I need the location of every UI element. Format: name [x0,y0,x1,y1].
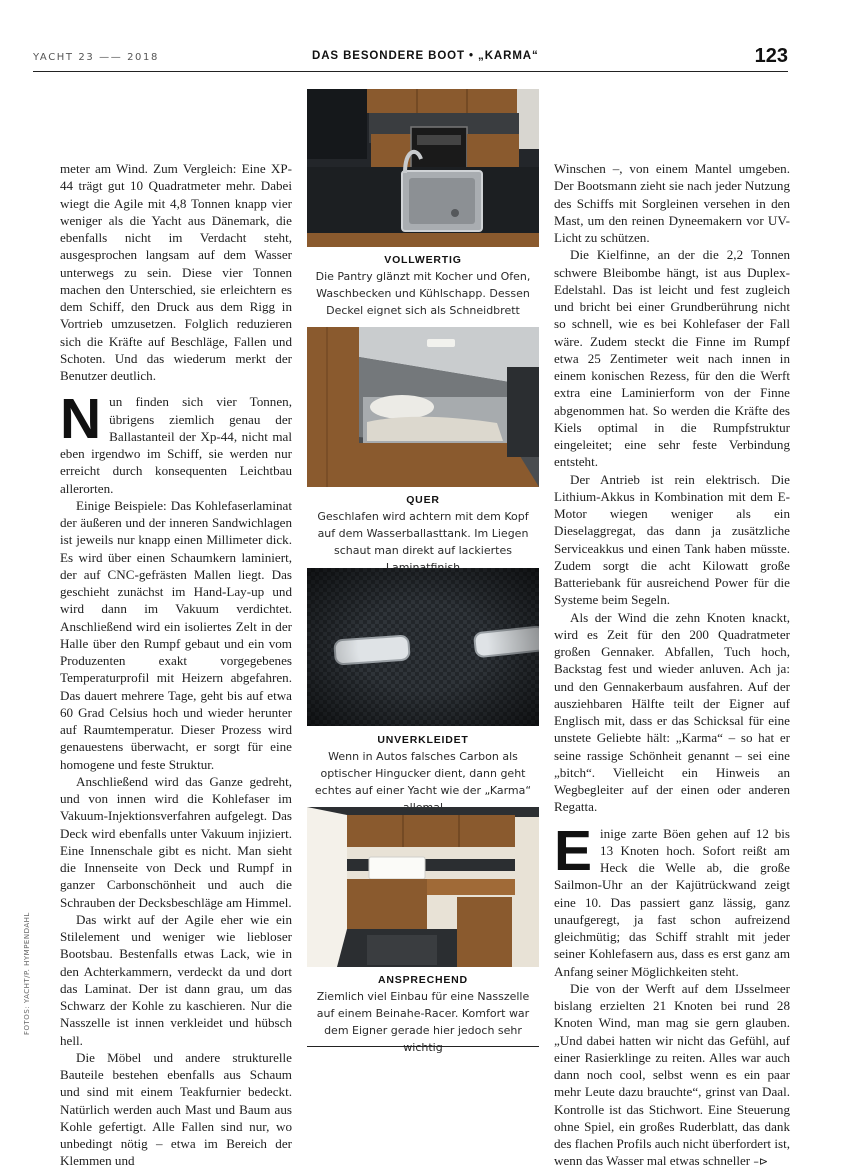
page-number: 123 [754,45,788,67]
paragraph: Das wirkt auf der Agile eher wie ein Stilelement und weniger wie liebloser Bootsbau. Bestenfalls etwas Lack, wie in den Achterkammern, verdeckt da und dort das Laminat. Der ist dann grau, um das Schwarz der Kohle zu kaschieren. Nur die Nasszelle ist innen verkleidet und hübsch hell. [60,911,292,1048]
section-title: DAS BESONDERE BOOT • „KARMA“ [312,50,539,62]
photo-bunk-title: QUER [406,494,440,506]
photo-carbon-title: UNVERKLEIDET [377,734,469,746]
photo-credit: FOTOS: YACHT/P. HYMPENDAHL [23,912,31,1035]
header-rule [33,71,788,72]
drop-cap: N [60,387,102,452]
article-column-right [554,160,790,1171]
paragraph [554,980,790,1171]
paragraph-text: Die von der Werft auf dem IJsselmeer bislang erzielten 21 Knoten bei rund 28 Knoten Wind, man mag sie gern glauben. „Und dabei hatten wir nicht das Gefühl, auf einer Rasierklinge zu reiten. Alles war auch dann noch cool, selbst wenn es ein paar mehr Leute dazu brauchte“, grinst van Daal. Kontrolle ist das Stichwort. Eine Steuerung ohne Spiel, ein großes Ruderblatt, das dank des flachen Profils auch nicht überfordert ist, wenn das Wasser mal etwas schneller [554,980,790,1169]
photo-bunk [307,327,539,487]
paragraph: Winschen –, von einem Mantel umgeben. Der Bootsmann zieht sie nach jeder Nutzung des Schiffs mit Sorgleinen versehen in den Mast, um den reinen Dyneemakern vor UV-Licht zu schützen. [554,161,790,245]
photo-carbon-caption: Wenn in Autos falsches Carbon als optischer Hingucker dient, dann geht echtes auf einer Yacht wie der „Karma“ [314,750,532,797]
paragraph: meter am Wind. Zum Vergleich: Eine XP-44 trägt gut 10 Quadratmeter mehr. Dabei wiegt die Agile mit 4,8 Tonnen knapp vier weniger als die Yacht aus Dänemark, die ebenfalls nicht im Verdacht steht, ausgesprochen langsam auf dem Wasser unterwegs zu sein. Diese vier Tonnen machen den Unterschied, sie erleichtern es dem Schiff, den Druck aus dem Rigg in Vortrieb umzusetzen. Folglich reduzieren sich die Kräfte auf Beschläge, Fallen und Schoten. Und das wiederum merkt der Benutzer deutlich. [60,161,292,383]
article-column-left [60,160,292,1170]
paragraph: Die Möbel und andere strukturelle Bauteile bestehen ebenfalls aus Schaum und sind mit einem Teakfurnier bedeckt. Natürlich werden auch Mast und Baum aus Kohle gefertigt. Alle Fallen sind nur, wo unbedingt nötig – etwa im Bereich der Klemmen und [60,1049,292,1169]
photo-pantry-image [307,89,539,247]
photo-pantry-caption: Die Pantry glänzt mit Kocher und Ofen, Waschbecken und Kühlschapp. Dessen Deckel eignet sich als Schneidbrett [315,270,531,317]
paragraph: Als der Wind die zehn Knoten knackt, wird es Zeit für den 200 Quadratmeter großen Gennaker. Abfallen, Tuch hoch, Backstag fest und wieder anluven. Ach ja: und den Gennakerbaum ausfahren. Auf der ausziehbaren Hälfte teilt der Eigner auf Englisch mit, dass er das Schicksal für eine unstete Geliebte hält: „Karma“ – so hat er seine rassige Schönheit genannt – sei eine „bitch“. Vielleicht ein Hinweis an Wegbegleiter auf der einen oder anderen Regatta. [554,609,790,815]
photo-head [307,807,539,967]
paragraph: Der Antrieb ist rein elektrisch. Die Lithium-Akkus in Kombination mit dem E-Motor wiegen weniger als ein Dieselaggregat, das dann ja zusätzliche Serviceakkus und einen Tank haben müsste. Zudem sorgt die acht Kilowatt große Batteriebank für ausreichend Power für die Systeme beim Segeln. [554,471,790,608]
paragraph-text: un finden sich vier Tonnen, übrigens ziemlich genau der Ballastanteil der Xp-44, nicht mal eben irgendwo im Schiff, sie werden nur erreicht durch konsequenten Leichtbau allerorten. [60,394,292,496]
photo-pantry-title: VOLLWERTIG [384,254,462,266]
photo-head-caption: Ziemlich viel Einbau für eine Nasszelle auf einem Beinahe-Racer. Komfort war dem Eigner gerade hier jedoch sehr wichtig [316,990,530,1054]
magazine-issue: YACHT 23 —— 2018 [33,52,159,63]
paragraph: Anschließend wird das Ganze gedreht, und von innen wird die Kohlefaser im Vakuum-Injektionsverfahren aufgelegt. Das Deck wird ebenfalls unter Vakuum injiziert. Eine Innenschale gibt es nicht. Man sieht die Innenseite von Deck und Rumpf in ganzer Carbonschönheit und auch die Schrauben der Decksbeschläge am Himmel. [60,773,292,910]
drop-cap: E [554,818,593,883]
photo-carbon-image [307,568,539,726]
continue-arrow: –⊳ [753,1155,769,1169]
photo-pantry [307,89,539,247]
paragraph: Einige Beispiele: Das Kohlefaserlaminat der äußeren und der inneren Sandwichlagen ist jeweils nur knapp einen Millimeter dick. Es wird über einen Schaumkern laminiert, der auf CNC-gefrästen Mallen liegt. Das geschieht zunächst im Hand-Lay-up und wird dann im Vakuum verdichtet. Anschließend wird ein isoliertes Zelt in der Halle über den Rumpf gebaut und ein vom Produzenten exakt vorgegebenes Temperaturprofil mit Heizern abgefahren. Das dauert mehrere Tage, geht bis auf etwa 60 Grad Celsius hoch und wieder herunter auf Raumtemperatur. Dieser Prozess wird genauestens überwacht, er sorgt für eine homogene und feste Struktur. [60,497,292,772]
photo-head-title: ANSPRECHEND [378,974,468,986]
caption-rule [307,1046,539,1047]
paragraph: Die Kielfinne, an der die 2,2 Tonnen schwere Bleibombe hängt, ist aus Duplex-Edelstahl. Das ist leicht und fest zugleich und bricht bei einer Grundberührung nicht so schnell, wie es bei Kohlefaser der Fall wäre. Zudem steckt die Finne im Rumpf etwa 25 Zentimeter weit nach innen in einem konischen Rezess, für den die Werft extra eine Laminierform von der Finne abgenommen hat. So werden die Kräfte des Kiels optimal in die Rumpfstruktur eingeleitet; eine sehr feste Verbindung entsteht. [554,247,790,470]
photo-bunk-caption: Geschlafen wird achtern mit dem Kopf auf dem Wasserballasttank. Im Liegen schaut man direkt auf lackiertes [317,510,529,557]
photo-bunk-image [307,327,539,487]
paragraph-dropcap [554,818,790,980]
paragraph-dropcap [60,387,292,497]
paragraph-text: inige zarte Böen gehen auf 12 bis 13 Knoten hoch. Sofort reißt am Heck die Welle ab, die große Sailmon-Uhr an der Kajütrückwand zeigt eine 10. Das passiert ganz lässig, ganz unaufgeregt, ja fast schon aufreizend gleichmütig; das Schiff strahlt mit jeder seiner Kohlefasern aus, dass es erst ganz am Anfang seiner Möglichkeiten steht. [554,825,790,979]
photo-carbon [307,568,539,726]
photo-head-image [307,807,539,967]
